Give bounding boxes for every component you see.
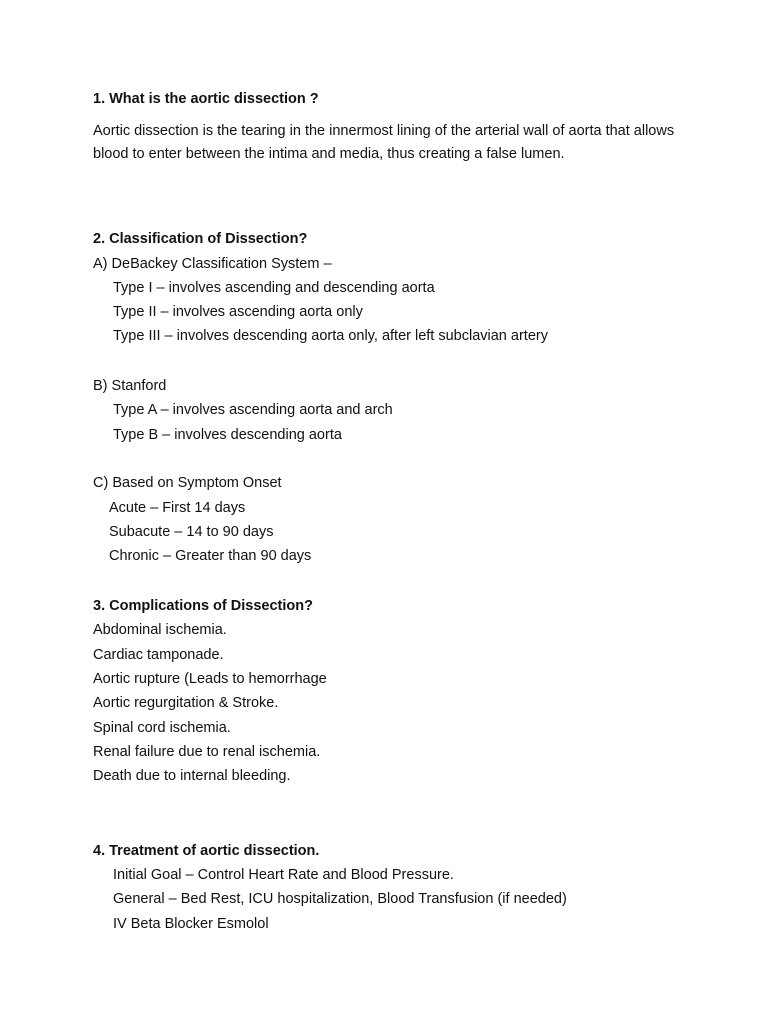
section-2-heading: 2. Classification of Dissection? (93, 231, 308, 247)
onset-title: C) Based on Symptom Onset (93, 475, 282, 491)
complication-item: Spinal cord ischemia. (93, 720, 231, 736)
treatment-item: Initial Goal – Control Heart Rate and Blood Pressure. (113, 867, 454, 883)
stanford-title: B) Stanford (93, 378, 167, 394)
treatment-item: IV Beta Blocker Esmolol (113, 916, 269, 932)
onset-chronic: Chronic – Greater than 90 days (109, 548, 312, 564)
stanford-type-b: Type B – involves descending aorta (113, 427, 342, 443)
debakey-title: A) DeBackey Classification System – (93, 256, 332, 272)
debakey-type-2: Type II – involves ascending aorta only (113, 304, 363, 320)
complication-item: Cardiac tamponade. (93, 647, 224, 663)
complication-item: Death due to internal bleeding. (93, 768, 291, 784)
section-3-heading: 3. Complications of Dissection? (93, 598, 313, 614)
debakey-type-1: Type I – involves ascending and descending aorta (113, 280, 435, 296)
onset-subacute: Subacute – 14 to 90 days (109, 524, 274, 540)
debakey-type-3: Type III – involves descending aorta only, after left subclavian artery (113, 328, 548, 344)
complication-item: Abdominal ischemia. (93, 622, 227, 638)
treatment-item: General – Bed Rest, ICU hospitalization, Blood Transfusion (if needed) (113, 891, 567, 907)
section-1-answer: Aortic dissection is the tearing in the innermost lining of the arterial wall of aorta that allows blood to enter between the intima and media, thus creating a false lumen. (93, 123, 675, 162)
section-1-heading: 1. What is the aortic dissection ? (93, 91, 319, 107)
complication-item: Aortic regurgitation & Stroke. (93, 695, 279, 711)
complication-item: Aortic rupture (Leads to hemorrhage (93, 671, 327, 687)
onset-acute: Acute – First 14 days (109, 500, 246, 516)
stanford-type-a: Type A – involves ascending aorta and arch (113, 402, 393, 418)
section-4-heading: 4. Treatment of aortic dissection. (93, 843, 320, 859)
complication-item: Renal failure due to renal ischemia. (93, 744, 321, 760)
